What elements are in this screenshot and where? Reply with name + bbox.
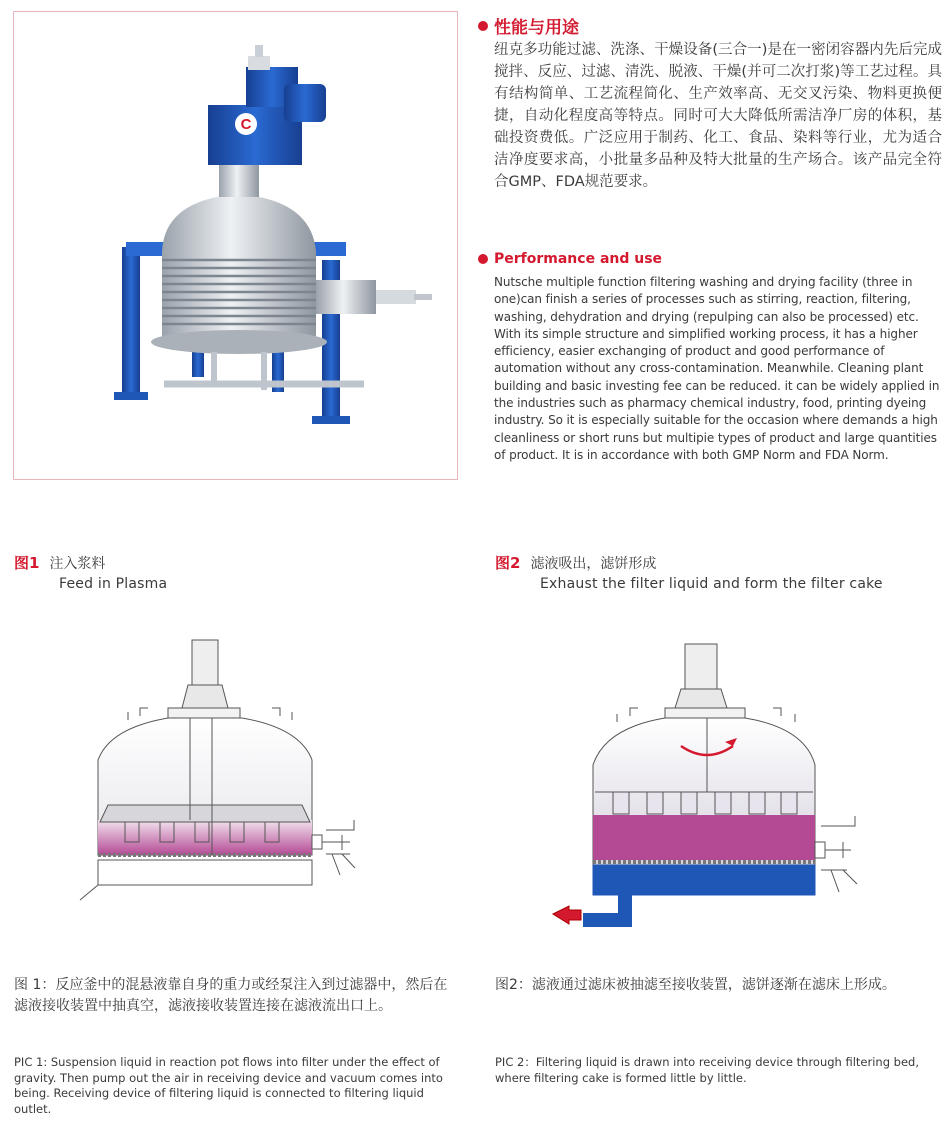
slurry (98, 820, 312, 855)
figure-2-caption-en: PIC 2：Filtering liquid is drawn into receiving device through filtering bed, where filtering cake is formed little by little. (495, 1055, 920, 1085)
figure-1-title-zh: 注入浆料 (49, 556, 106, 572)
product-photo (14, 12, 459, 481)
figure-2-title-zh: 滤液吸出，滤饼形成 (530, 556, 657, 572)
figure-1-caption-en: PIC 1: Suspension liquid in reaction pot flows into filter under the effect of gravity. Then pump out the air in receiving device and vacuum comes into being. Receiving device of filtering liquid is connected to filtering liquid outlet. (14, 1055, 443, 1116)
figure-1-number: 图1 (14, 554, 40, 572)
leg (122, 247, 140, 397)
figure-2-diagram (545, 630, 865, 930)
figure-2-title-en: Exhaust the filter liquid and form the filter cake (540, 576, 883, 592)
figure-2-caption-zh: 图2：滤液通过滤床被抽滤至接收装置，滤饼逐渐在滤床上形成。 (495, 977, 896, 993)
vessel-body (162, 250, 316, 340)
figure-1-title-en: Feed in Plasma (59, 576, 168, 592)
section-body-en: Nutsche multiple function filtering washing and drying facility (three in one)can finish a series of processes such as stirring, reaction, filtering, washing, dehydration and drying (repulping can also be processed) etc. With its simple structure and simplified working process, it has a higher efficiency, easier exchanging of product and good performance of automation without any cross-contamination. Meanwhile. Cleaning plant building and basic investing fee can be reduced. it can be widely applied in the industries such as pharmacy chemical industry, food, printing dyeing industry. So it is especially suitable for the occasion where demands a high cleanliness or short runs but multipie types of product and large quantities of product. It is in accordance with both GMP Norm and FDA Norm. (494, 275, 940, 462)
motor (284, 84, 326, 122)
section-heading-en (478, 251, 662, 267)
filter-cake (593, 815, 815, 860)
figure-2-number: 图2 (495, 554, 521, 572)
figure-1-label (14, 553, 167, 594)
vessel-dome (162, 194, 316, 252)
section-heading-zh-text: 性能与用途 (494, 18, 579, 38)
figure-1-diagram (70, 630, 370, 910)
section-body-zh: 纽克多功能过滤、洗涤、干燥设备(三合一)是在一密闭容器内先后完成搅拌、反应、过滤、清洗、脱液、干燥(并可二次打浆)等工艺过程。具有结构简单、工艺流程简化、生产效率高、无交叉污染、物料更换便捷，自动化程度高等特点。同时可大大降低所需洁净厂房的体积，基础投资费低。广泛应用于制药、化工、食品、染料等行业，尤为适合洁净度要求高，小批量多品种及特大批量的生产场合。该产品完全符合GMP、FDA规范要求。 (494, 42, 942, 190)
bullet-icon (478, 21, 488, 31)
figure-1-caption-zh: 图 1：反应釜中的混悬液靠自身的重力或经泵注入到过滤器中，然后在滤液接收装置中抽真空，滤液接收装置连接在滤液流出口上。 (14, 977, 448, 1014)
figure-2-label (495, 553, 883, 594)
bullet-icon (478, 254, 488, 264)
outlet-arrow (553, 906, 581, 924)
logo-letter: C (240, 116, 252, 133)
product-photo-frame (13, 11, 458, 480)
section-heading-en-text: Performance and use (494, 251, 663, 267)
section-heading-zh (478, 13, 579, 38)
filtrate (593, 865, 815, 895)
